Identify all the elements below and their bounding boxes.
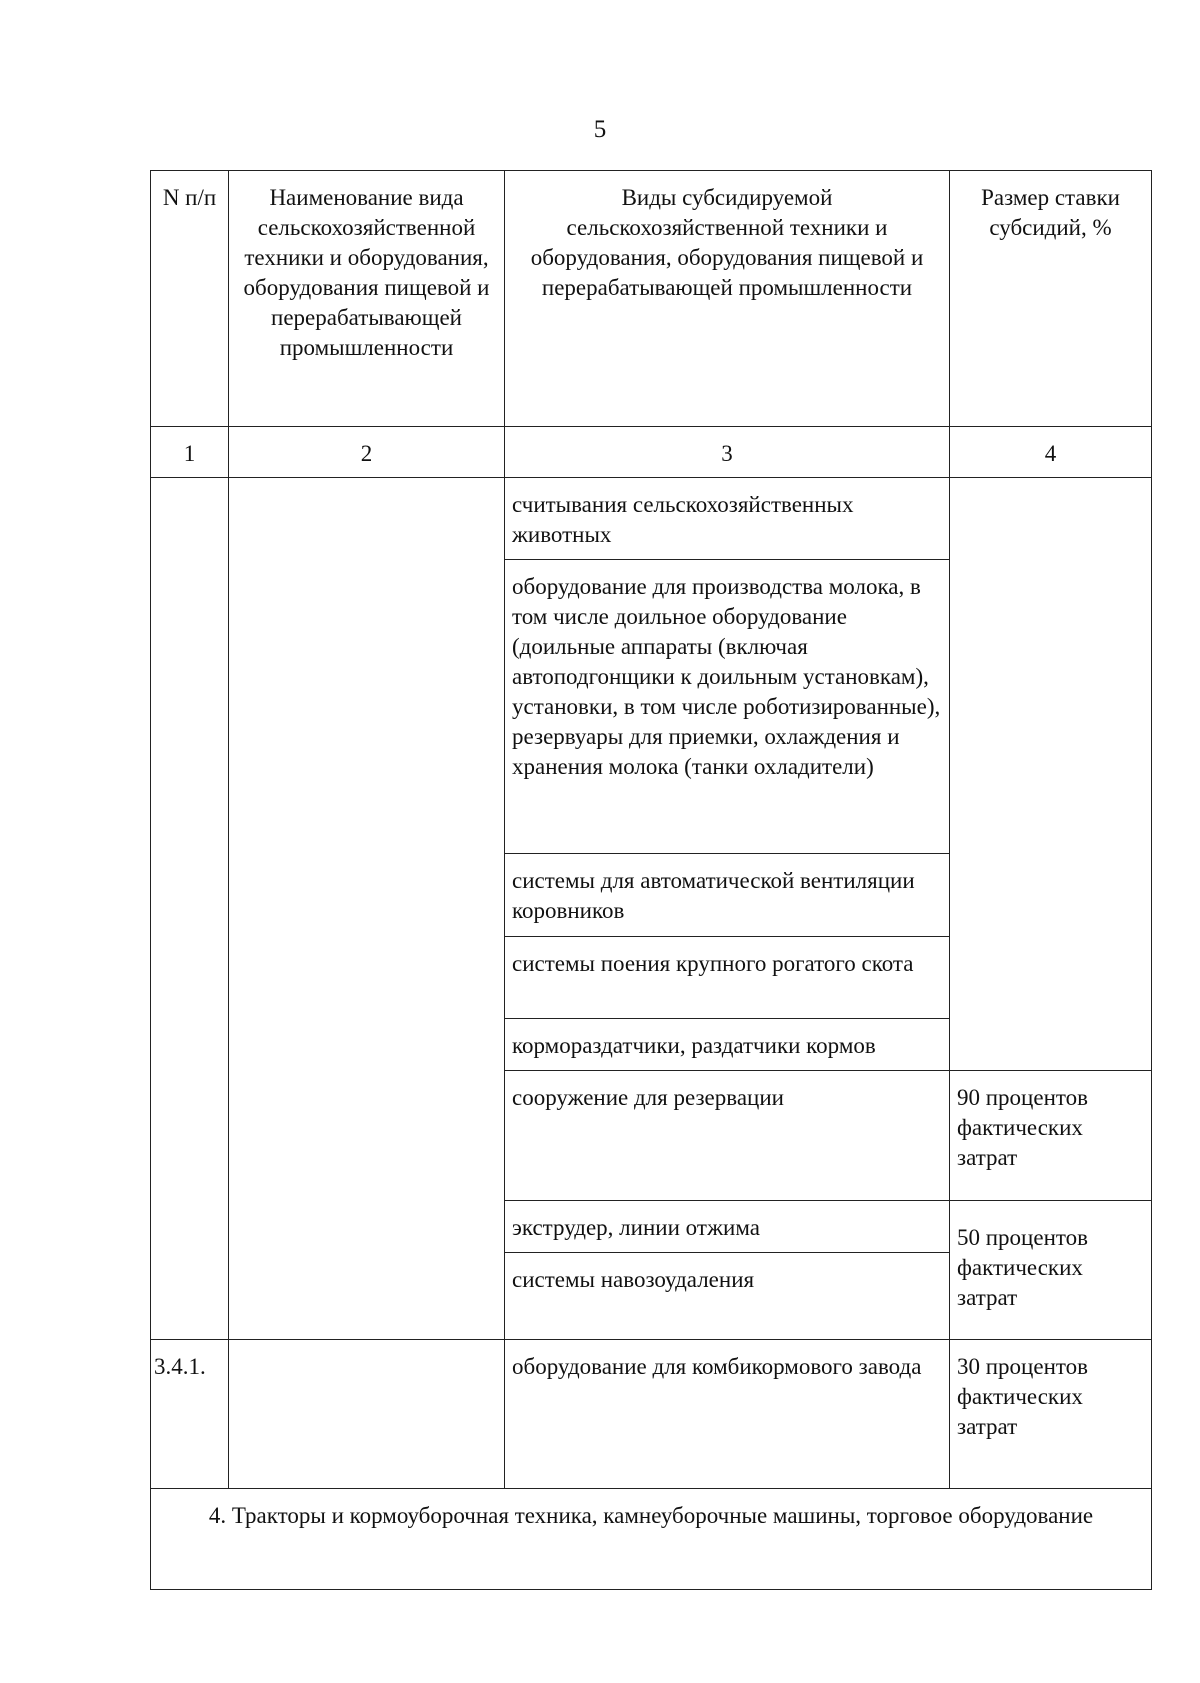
- table-row: [151, 478, 1152, 560]
- header-subsidized-kinds: Виды субсидируемой сельскохозяйственной техники и оборудования, оборудования пищевой и перерабатывающей промышленности: [505, 171, 950, 427]
- column-number: 3: [505, 427, 950, 478]
- column-number-row: [151, 427, 1152, 478]
- number-cell: 3.4.1.: [151, 1340, 229, 1489]
- item-cell: системы навозоудаления: [505, 1253, 950, 1340]
- item-cell: оборудование для комбикормового завода: [505, 1340, 950, 1489]
- page-number: 5: [593, 116, 607, 143]
- item-cell: считывания сельскохозяйственных животных: [505, 478, 950, 560]
- rate-cell: 50 процентов фактических затрат: [950, 1201, 1152, 1340]
- header-number: N п/п: [151, 171, 229, 427]
- column-number: 1: [151, 427, 229, 478]
- column-number: 2: [229, 427, 505, 478]
- item-cell: кормораздатчики, раздатчики кормов: [505, 1019, 950, 1071]
- item-cell: сооружение для резервации: [505, 1071, 950, 1201]
- header-equipment-type: Наименование вида сельскохозяйственной техники и оборудования, оборудования пищевой и перерабатывающей промышленности: [229, 171, 505, 427]
- column-number: 4: [950, 427, 1152, 478]
- item-cell: системы для автоматической вентиляции коровников: [505, 854, 950, 937]
- rate-cell: [950, 478, 1152, 1071]
- section-heading: 4. Тракторы и кормоуборочная техника, камнеуборочные машины, торговое оборудование: [151, 1489, 1152, 1590]
- table-row: [151, 1340, 1152, 1489]
- number-cell: [151, 478, 229, 1340]
- equipment-type-cell: [229, 1340, 505, 1489]
- item-cell: экструдер, линии отжима: [505, 1201, 950, 1253]
- section-row: [151, 1489, 1152, 1590]
- header-rate: Размер ставки субсидий, %: [950, 171, 1152, 427]
- item-cell: системы поения крупного рогатого скота: [505, 937, 950, 1019]
- rate-cell: 90 процентов фактических затрат: [950, 1071, 1152, 1201]
- rate-cell: 30 процентов фактических затрат: [950, 1340, 1152, 1489]
- table-header-row: [151, 171, 1152, 427]
- equipment-type-cell: [229, 478, 505, 1340]
- subsidy-table: [150, 170, 1152, 1590]
- item-cell: оборудование для производства молока, в том числе доильное оборудование (доильные аппараты (включая автоподгонщики к доильным установкам), установки, в том числе роботизированные), резервуары для приемки, охлаждения и хранения молока (танки охладители): [505, 560, 950, 854]
